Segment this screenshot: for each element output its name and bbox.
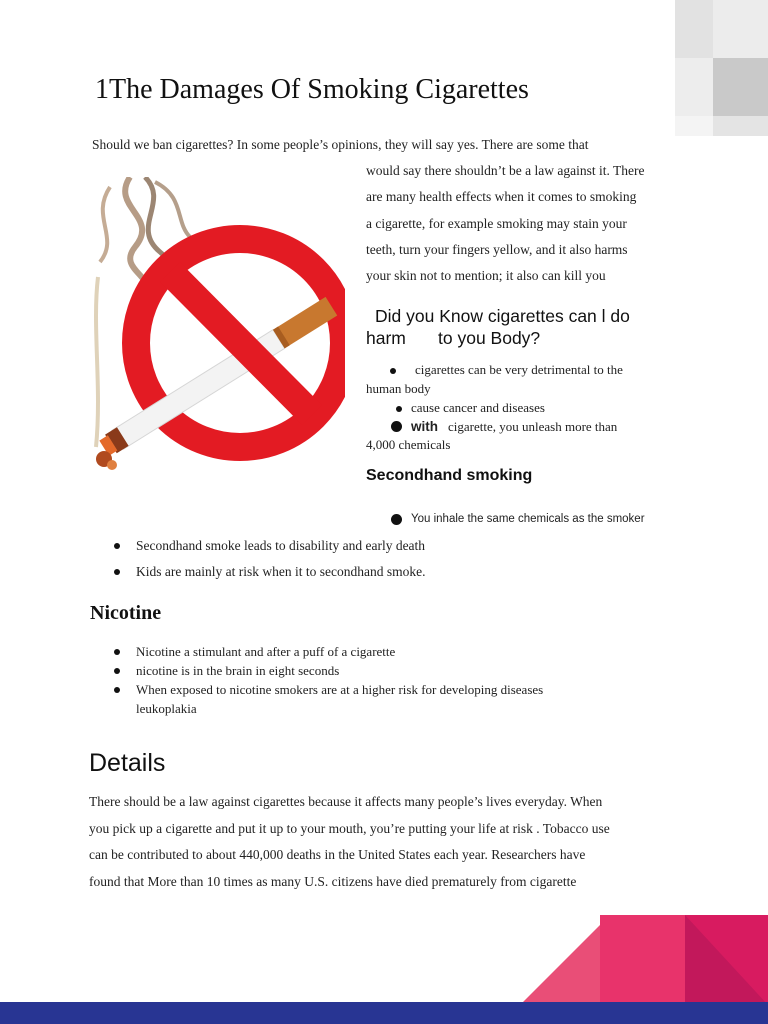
did-you-know-bullet-1-line-1: cigarettes can be very detrimental to the [415, 362, 623, 377]
intro-line-3: are many health effects when it comes to smoking [366, 189, 637, 204]
secondhand-bullet-1: You inhale the same chemicals as the smoker [411, 513, 645, 525]
intro-line-6: your skin not to mention; it also can kill you [366, 268, 606, 283]
nicotine-bullet-2: nicotine is in the brain in eight seconds [136, 663, 340, 678]
intro-line-2: would say there shouldn’t be a law against it. There [366, 163, 645, 178]
nicotine-bullet-1: Nicotine a stimulant and after a puff of a cigarette [136, 644, 396, 659]
bullet-dot [114, 543, 120, 549]
intro-line-4: a cigarette, for example smoking may stain your [366, 216, 627, 231]
no-smoking-icon [90, 177, 345, 499]
details-heading: Details [89, 749, 166, 777]
details-line-3: can be contributed to about 440,000 deaths in the United States each year. Researchers have [89, 847, 586, 862]
secondhand-heading: Secondhand smoking [366, 467, 533, 484]
footer-bar [0, 1002, 768, 1024]
nicotine-bullet-3-line-2: leukoplakia [136, 701, 197, 716]
decor-square-3 [675, 58, 713, 116]
bullet-dot [391, 421, 402, 432]
details-line-1: There should be a law against cigarettes because it affects many people’s lives everyday. When [89, 794, 603, 809]
did-you-know-bullet-1-line-2: human body [366, 381, 431, 396]
nicotine-heading: Nicotine [90, 602, 162, 624]
did-you-know-bullet-2: cause cancer and diseases [411, 400, 545, 415]
decor-square-1 [675, 0, 713, 58]
decor-square-6 [713, 116, 768, 136]
bullet-dot [391, 514, 402, 525]
page-title: 1The Damages Of Smoking Cigarettes [95, 74, 529, 105]
did-you-know-bullet-3-line-2: 4,000 chemicals [366, 437, 451, 452]
no-smoking-illustration [90, 177, 345, 499]
bullet-dot [396, 406, 402, 412]
did-you-know-bullet-3-bold: with [411, 419, 438, 434]
details-line-2: you pick up a cigarette and put it up to your mouth, you’re putting your life at risk . Tobacco use [89, 821, 610, 836]
bullet-dot [390, 368, 396, 374]
did-you-know-heading-line-2b: to you Body? [438, 328, 541, 348]
nicotine-bullet-3-line-1: When exposed to nicotine smokers are at a higher risk for developing diseases [136, 682, 544, 697]
decor-square-2 [713, 0, 768, 58]
did-you-know-heading-line-2a: harm [366, 328, 406, 348]
decor-corner-shapes [510, 915, 768, 1005]
decor-square-5 [675, 116, 713, 136]
bullet-dot [114, 649, 120, 655]
bullet-dot [114, 687, 120, 693]
bullet-dot [114, 668, 120, 674]
secondhand-bullet-2: Secondhand smoke leads to disability and early death [136, 538, 426, 553]
details-line-4: found that More than 10 times as many U.S. citizens have died prematurely from cigarette [89, 874, 577, 889]
did-you-know-heading-line-1: Did you Know cigarettes can l do [375, 306, 630, 326]
decor-square-4 [713, 58, 768, 116]
secondhand-bullet-3: Kids are mainly at risk when it to secondhand smoke. [136, 564, 426, 579]
intro-line-1: Should we ban cigarettes? In some people’s opinions, they will say yes. There are some that [92, 137, 589, 152]
bullet-dot [114, 569, 120, 575]
did-you-know-bullet-3-rest: cigarette, you unleash more than [448, 419, 618, 434]
intro-line-5: teeth, turn your fingers yellow, and it also harms [366, 242, 628, 257]
